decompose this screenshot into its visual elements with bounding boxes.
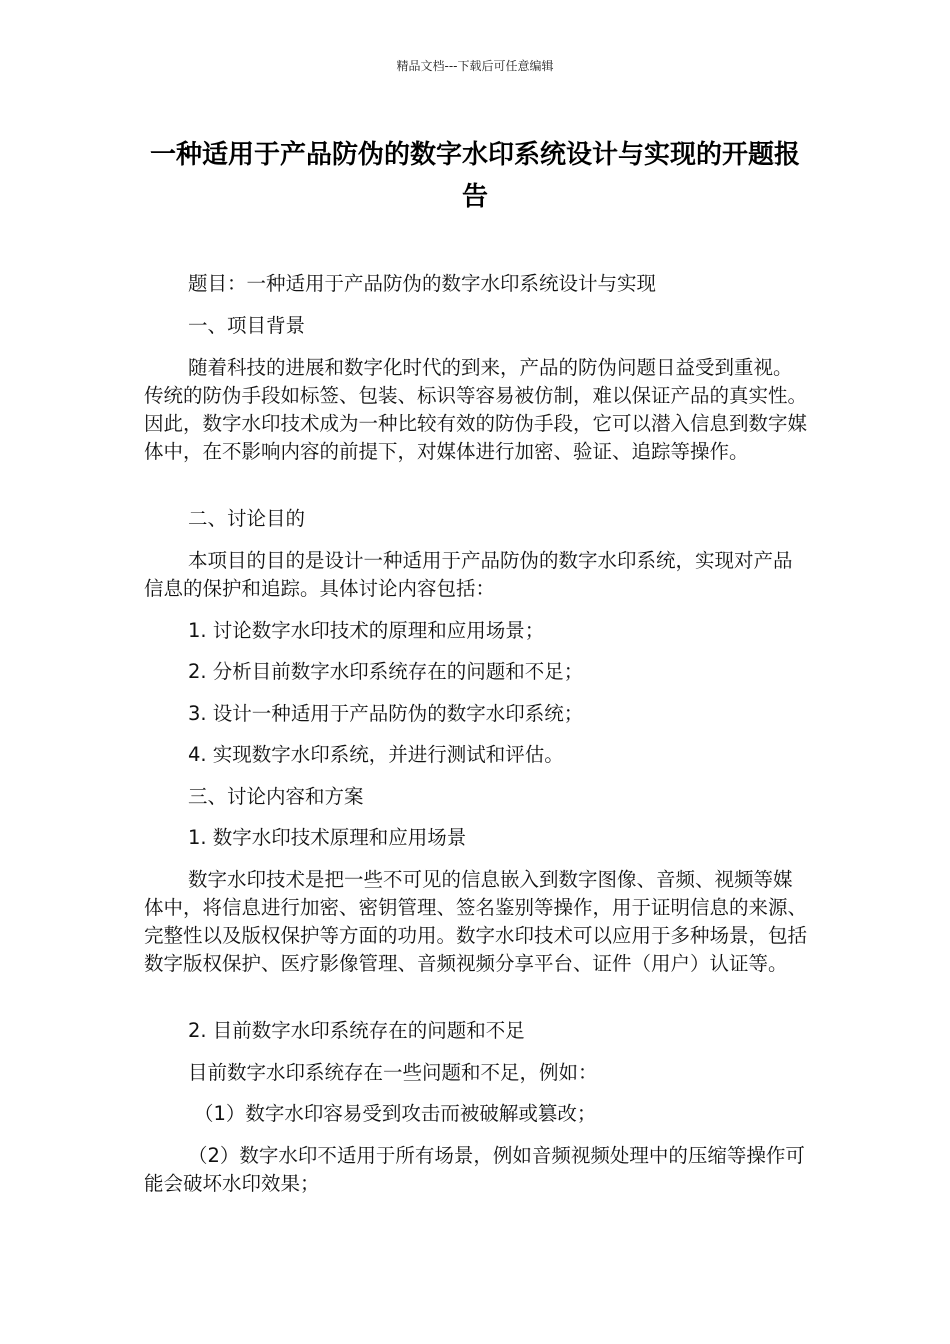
subsection-2-intro: 目前数字水印系统存在一些问题和不足，例如：: [188, 1061, 598, 1084]
section-2-heading: 二、讨论目的: [188, 507, 306, 530]
section-2-paragraph: 本项目的目的是设计一种适用于产品防伪的数字水印系统，实现对产品信息的保护和追踪。具体讨论内容包括：: [144, 549, 793, 600]
objective-item-1: 1. 讨论数字水印技术的原理和应用场景；: [188, 619, 545, 642]
subsection-1-heading: 1. 数字水印技术原理和应用场景: [188, 826, 467, 849]
objective-item-2: 2. 分析目前数字水印系统存在的问题和不足；: [188, 660, 584, 683]
subsection-1-paragraph: 数字水印技术是把一些不可见的信息嵌入到数字图像、音频、视频等媒体中，将信息进行加密、密钥管理、签名鉴别等操作，用于证明信息的来源、完整性以及版权保护等方面的功用。数字水印技术可以应用于多种场景，包括数字版权保护、医疗影像管理、音频视频分享平台、证件（用户）认证等。: [144, 868, 808, 975]
section-1-heading: 一、项目背景: [188, 314, 306, 337]
problem-item-1: （1）数字水印容易受到攻击而被破解或篡改；: [194, 1102, 597, 1125]
page-header-note: 精品文档---下载后可任意编辑: [396, 59, 554, 73]
section-3-heading: 三、讨论内容和方案: [188, 785, 364, 808]
section-1-paragraph: 随着科技的进展和数字化时代的到来，产品的防伪问题日益受到重视。传统的防伪手段如标签、包装、标识等容易被仿制，难以保证产品的真实性。因此，数字水印技术成为一种比较有效的防伪手段，它可以潜入信息到数字媒体中，在不影响内容的前提下，对媒体进行加密、验证、追踪等操作。: [144, 356, 808, 463]
document-title: 一种适用于产品防伪的数字水印系统设计与实现的开题报告: [149, 140, 800, 212]
problem-item-2: （2）数字水印不适用于所有场景，例如音频视频处理中的压缩等操作可能会破坏水印效果；: [144, 1144, 805, 1195]
objective-item-3: 3. 设计一种适用于产品防伪的数字水印系统；: [188, 702, 584, 725]
objective-item-4: 4. 实现数字水印系统，并进行测试和评估。: [188, 743, 564, 766]
subsection-2-heading: 2. 目前数字水印系统存在的问题和不足: [188, 1019, 525, 1042]
topic-line: 题目：一种适用于产品防伪的数字水印系统设计与实现: [188, 272, 657, 295]
